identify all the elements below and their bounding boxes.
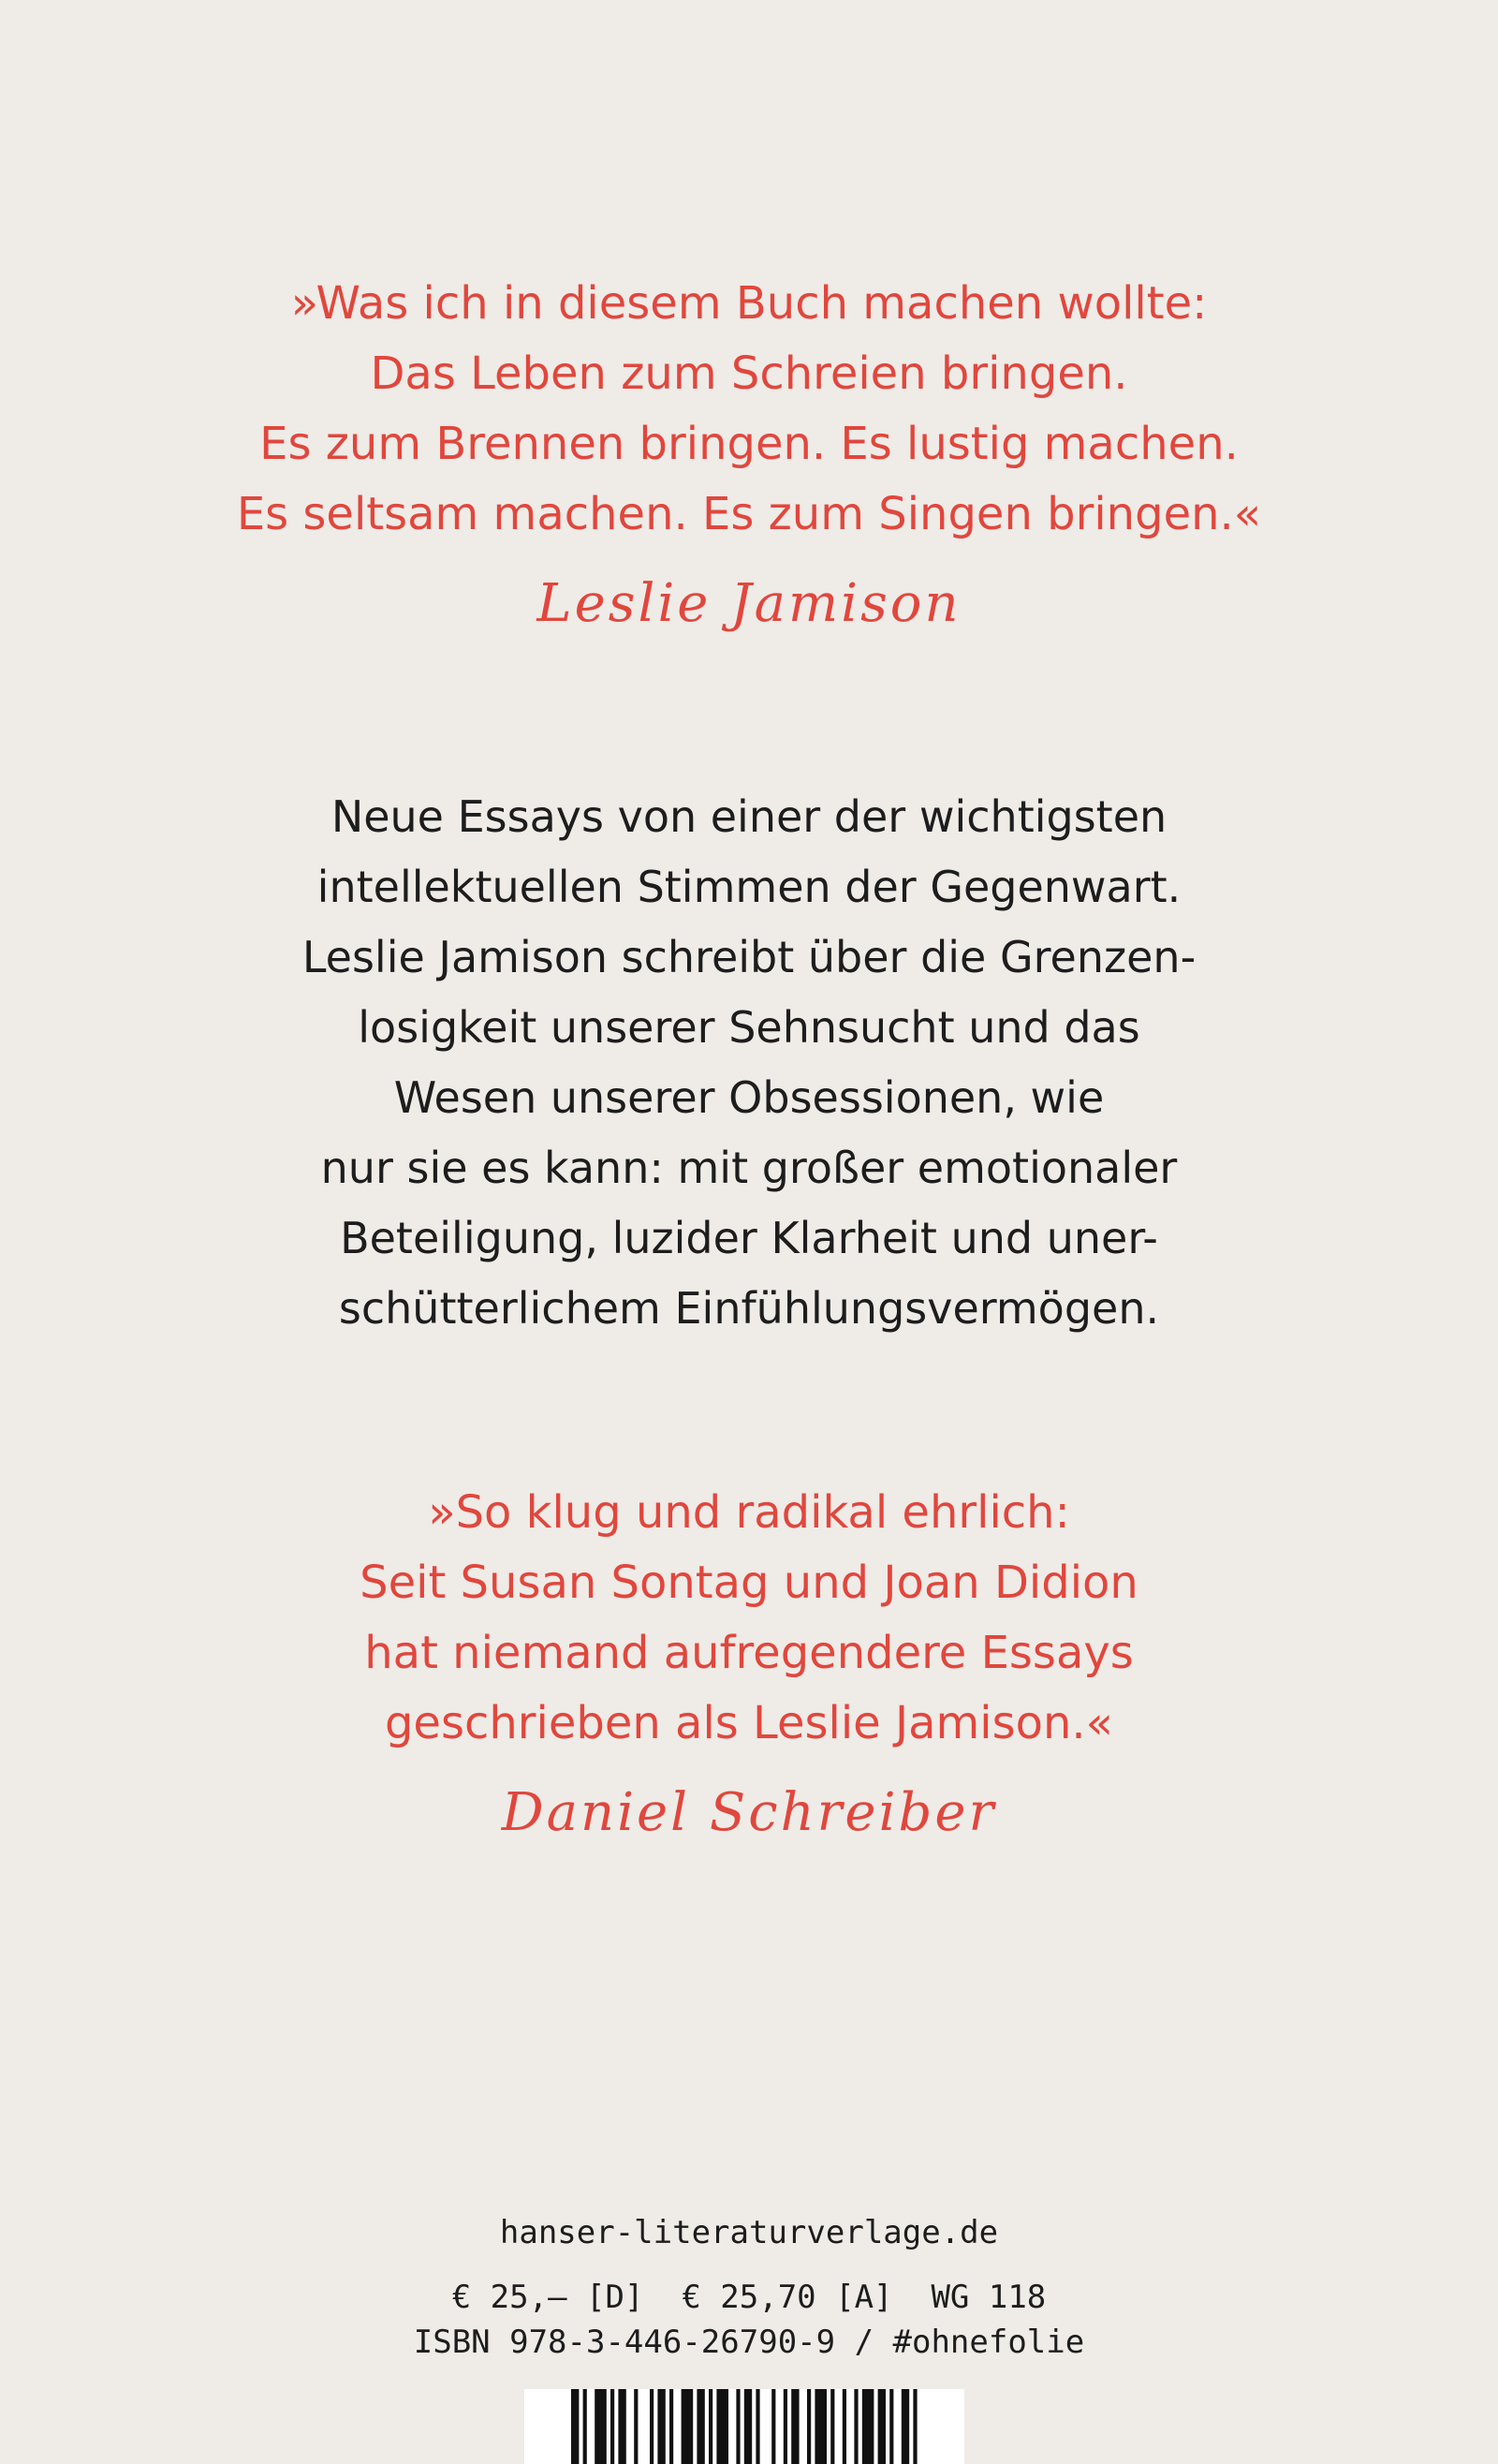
quote-line: Es seltsam machen. Es zum Singen bringen.« [236, 488, 1262, 540]
barcode-bar [902, 2389, 909, 2464]
price-line [0, 2277, 1498, 2318]
barcode-bar [744, 2389, 752, 2464]
description-line: Wesen unserer Obsessionen, wie [393, 1072, 1105, 1123]
barcode-bar [709, 2389, 712, 2464]
barcode-bar [807, 2389, 811, 2464]
quote-line: Es zum Brennen bringen. Es lustig machen. [259, 418, 1239, 470]
barcode-bar [657, 2389, 665, 2464]
barcode-graphic [524, 2389, 964, 2464]
barcode-bar [650, 2389, 654, 2464]
book-description [0, 782, 1498, 1344]
description-line: schütterlichem Einfühlungsvermögen. [338, 1283, 1160, 1334]
quote-line: hat niemand aufregendere Essays [364, 1627, 1134, 1679]
barcode-bar [697, 2389, 704, 2464]
barcode-bar [815, 2389, 827, 2464]
publisher-url-text: hanser-literaturverlage.de [499, 2214, 999, 2251]
barcode-bar [913, 2389, 917, 2464]
quote-line: Das Leben zum Schreien bringen. [370, 347, 1128, 400]
barcode-bar [854, 2389, 858, 2464]
barcode-bar [583, 2389, 587, 2464]
price-text: € 25,– [D] € 25,70 [A] WG 118 [451, 2279, 1047, 2316]
barcode-bar [791, 2389, 799, 2464]
barcode-bar [756, 2389, 759, 2464]
barcode-bar [618, 2389, 625, 2464]
quote-line: »Was ich in diesem Buch machen wollte: [290, 277, 1208, 330]
barcode [524, 2389, 964, 2464]
barcode-bar [571, 2389, 579, 2464]
description-line: nur sie es kann: mit großer emotionaler [320, 1143, 1178, 1193]
barcode-bar [682, 2389, 694, 2464]
barcode-bar [878, 2389, 886, 2464]
description-line: Leslie Jamison schreibt über die Grenzen- [301, 932, 1197, 982]
review-quote [0, 1478, 1498, 1759]
barcode-bar [862, 2389, 874, 2464]
barcode-bar [595, 2389, 607, 2464]
barcode-bar [610, 2389, 614, 2464]
publisher-url [0, 2212, 1498, 2253]
quote-line: »So klug und radikal ehrlich: [428, 1486, 1070, 1539]
barcode-bar [716, 2389, 728, 2464]
isbn-line [0, 2322, 1498, 2363]
description-line: Beteiligung, luzider Klarheit und uner- [340, 1213, 1158, 1263]
quote-author-signature: Leslie Jamison [536, 573, 962, 634]
barcode-bar [669, 2389, 673, 2464]
barcode-bar [784, 2389, 787, 2464]
barcode-bar [889, 2389, 893, 2464]
barcode-bar [736, 2389, 740, 2464]
quote-line: Seit Susan Sontag und Joan Didion [360, 1557, 1138, 1609]
quote-line: geschrieben als Leslie Jamison.« [384, 1697, 1114, 1749]
reviewer-signature: Daniel Schreiber [501, 1782, 997, 1843]
description-line: intellektuellen Stimmen der Gegenwart. [316, 862, 1182, 912]
barcode-bar [771, 2389, 775, 2464]
barcode-bar [843, 2389, 846, 2464]
opening-quote [0, 269, 1498, 550]
description-line: Neue Essays von einer der wichtigsten [330, 791, 1168, 842]
barcode-bar [634, 2389, 638, 2464]
isbn-text: ISBN 978-3-446-26790-9 / #ohnefolie [413, 2324, 1085, 2361]
barcode-bar [830, 2389, 834, 2464]
description-line: losigkeit unserer Sehnsucht und das [358, 1002, 1140, 1053]
